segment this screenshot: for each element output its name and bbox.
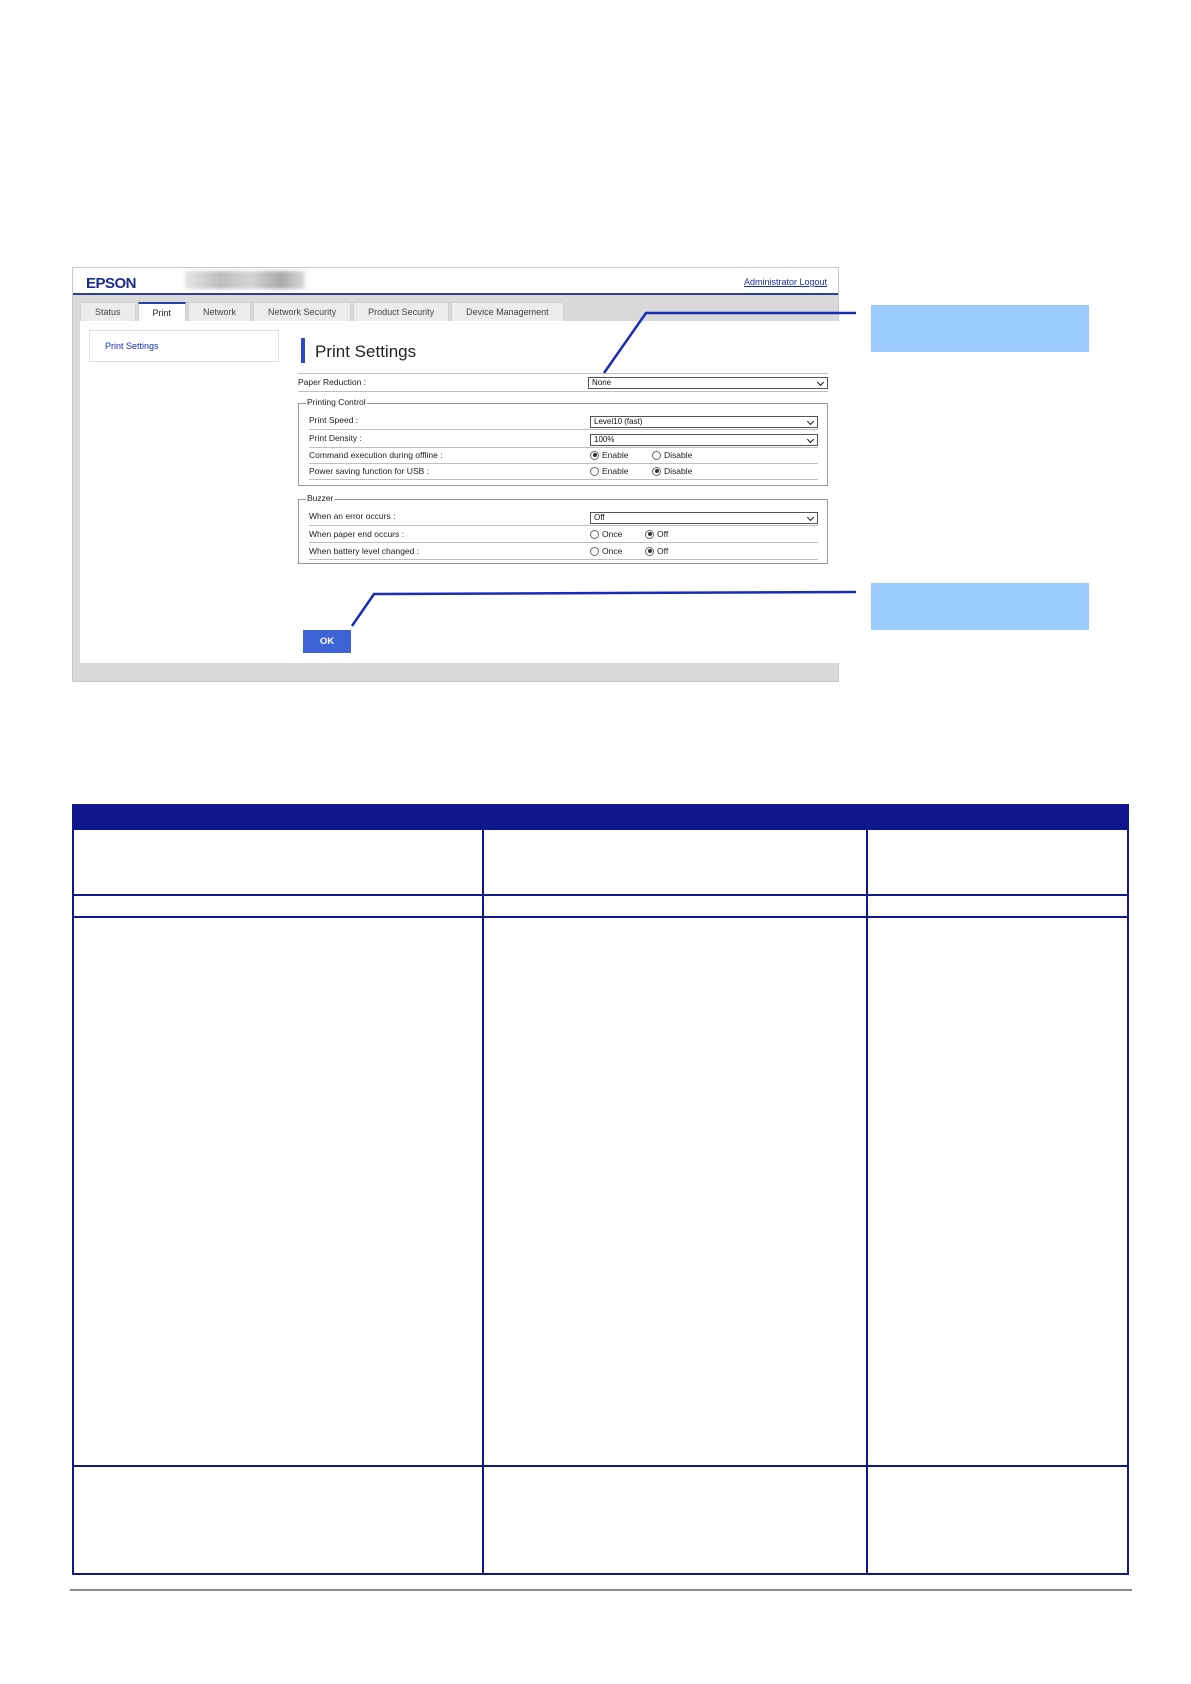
settings-table <box>72 804 1129 1575</box>
power-saving-label: Power saving function for USB : <box>309 466 430 476</box>
print-speed-label: Print Speed : <box>309 415 359 425</box>
divider <box>298 391 828 392</box>
ok-button[interactable]: OK <box>303 630 351 653</box>
paper-end-label: When paper end occurs : <box>309 529 404 539</box>
radio-selected-icon <box>645 530 654 539</box>
radio-unselected-icon <box>652 451 661 460</box>
callout-box-settings <box>871 305 1089 352</box>
divider <box>309 542 818 543</box>
paper-end-once-radio[interactable]: Once <box>590 529 622 539</box>
radio-selected-icon <box>590 451 599 460</box>
blurred-device-name <box>185 271 305 289</box>
epson-logo: EPSON <box>86 275 137 292</box>
battery-label: When battery level changed : <box>309 546 420 556</box>
tab-status[interactable]: Status <box>80 302 136 321</box>
sidebar-item-print-settings[interactable]: Print Settings <box>105 341 159 351</box>
header-bar <box>73 268 838 295</box>
table-header <box>74 806 1127 830</box>
power-saving-enable-radio[interactable]: Enable <box>590 466 628 476</box>
row-divider <box>74 894 1127 896</box>
column-divider <box>866 806 868 1573</box>
administrator-logout-link[interactable]: Administrator Logout <box>743 277 827 287</box>
divider <box>309 479 818 480</box>
divider <box>309 447 818 448</box>
radio-selected-icon <box>645 547 654 556</box>
radio-unselected-icon <box>590 547 599 556</box>
print-speed-select[interactable]: Level10 (fast) <box>590 416 818 428</box>
divider <box>309 559 818 560</box>
power-saving-disable-radio[interactable]: Disable <box>652 466 692 476</box>
row-divider <box>74 1465 1127 1467</box>
print-density-label: Print Density : <box>309 433 362 443</box>
title-accent-bar <box>301 338 305 363</box>
tab-network[interactable]: Network <box>188 302 251 321</box>
radio-unselected-icon <box>590 467 599 476</box>
radio-unselected-icon <box>590 530 599 539</box>
column-divider <box>482 806 484 1573</box>
print-density-select[interactable]: 100% <box>590 434 818 446</box>
printing-control-legend: Printing Control <box>307 397 366 407</box>
command-execution-enable-radio[interactable]: Enable <box>590 450 628 460</box>
content-panel <box>80 321 839 663</box>
tab-bar <box>80 302 566 321</box>
page-title: Print Settings <box>315 342 417 361</box>
sidebar <box>89 330 279 362</box>
tab-device-management[interactable]: Device Management <box>451 302 564 321</box>
divider <box>298 373 828 374</box>
buzzer-legend: Buzzer <box>307 493 334 503</box>
command-execution-disable-radio[interactable]: Disable <box>652 450 692 460</box>
error-buzzer-select[interactable]: Off <box>590 512 818 524</box>
divider <box>309 429 818 430</box>
callout-box-ok <box>871 583 1089 630</box>
battery-off-radio[interactable]: Off <box>645 546 668 556</box>
web-config-screenshot <box>72 267 839 682</box>
error-buzzer-label: When an error occurs : <box>309 511 396 521</box>
command-execution-label: Command execution during offline : <box>309 450 443 460</box>
row-divider <box>74 916 1127 918</box>
radio-selected-icon <box>652 467 661 476</box>
tab-print[interactable]: Print <box>138 302 187 321</box>
paper-end-off-radio[interactable]: Off <box>645 529 668 539</box>
paper-reduction-label: Paper Reduction : <box>298 377 367 387</box>
footer-rule <box>70 1589 1132 1591</box>
tab-network-security[interactable]: Network Security <box>253 302 351 321</box>
divider <box>309 525 818 526</box>
battery-once-radio[interactable]: Once <box>590 546 622 556</box>
tab-product-security[interactable]: Product Security <box>353 302 449 321</box>
paper-reduction-select[interactable]: None <box>588 377 828 389</box>
divider <box>309 463 818 464</box>
